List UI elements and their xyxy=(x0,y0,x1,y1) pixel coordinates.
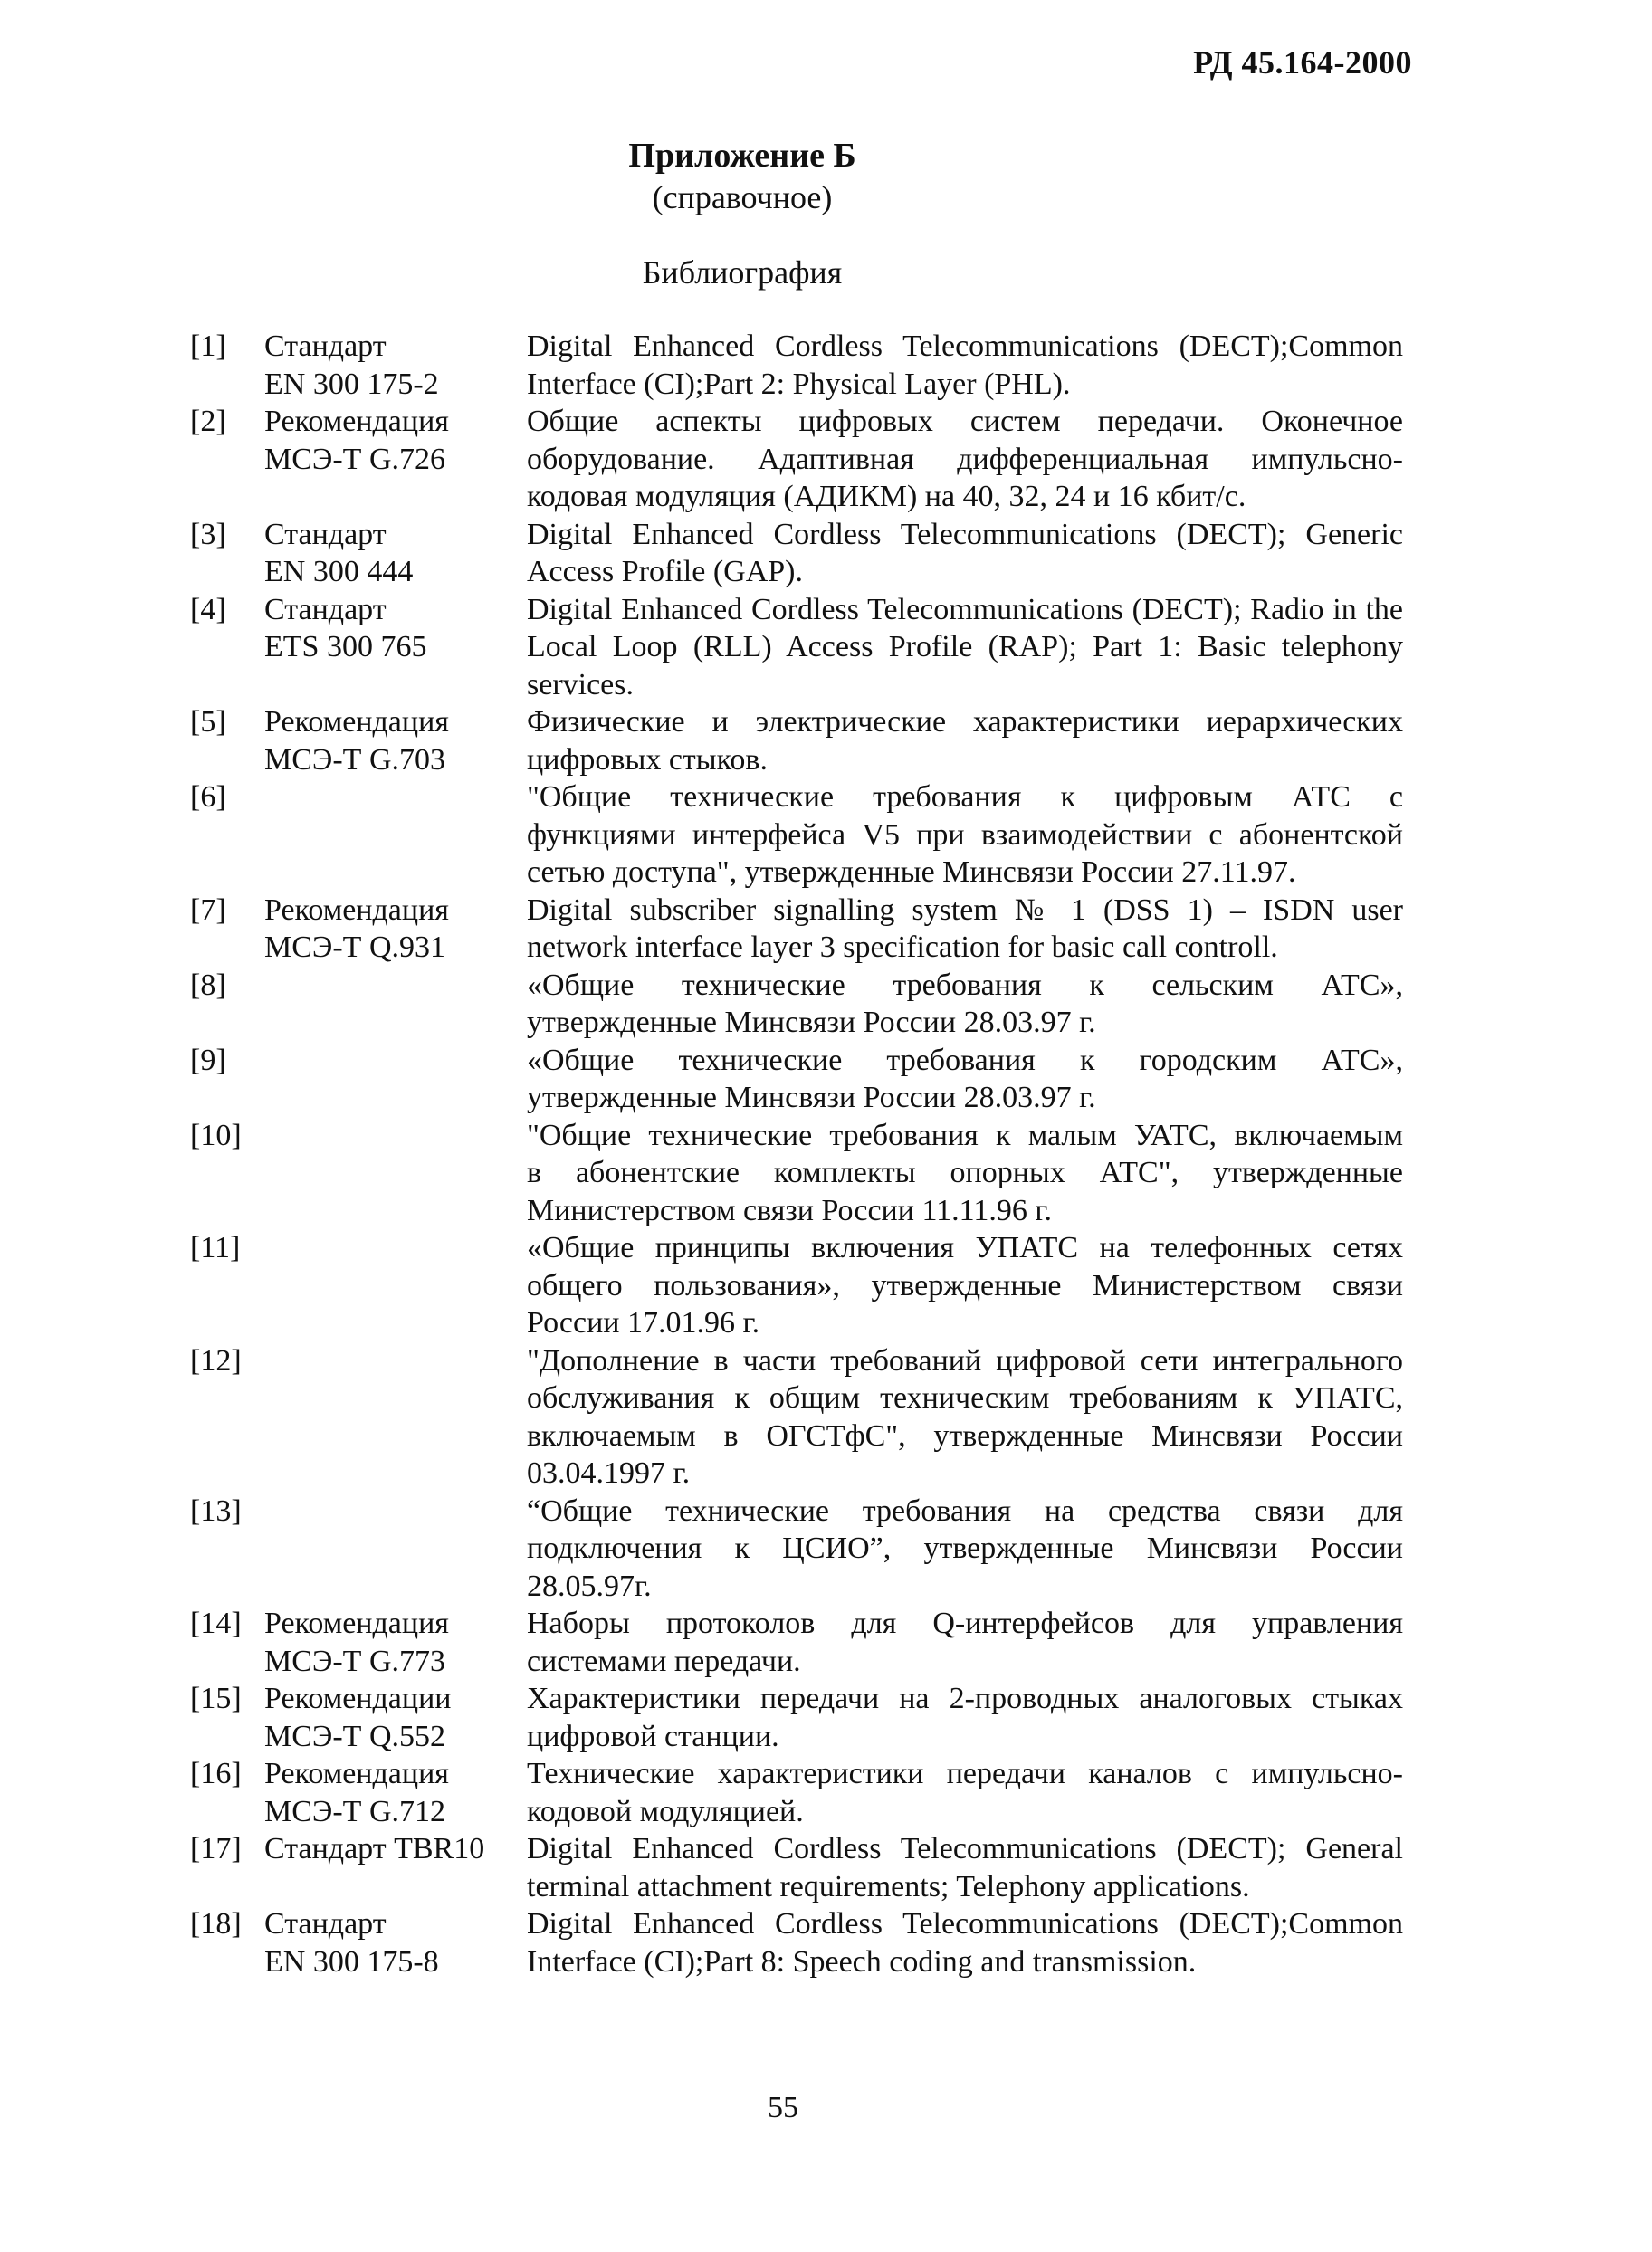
entry-description xyxy=(527,1605,1403,1680)
entry-description-line: функциями интерфейса V5 при взаимодействии с абонентской xyxy=(527,817,1403,852)
bibliography-entry xyxy=(190,1042,1403,1117)
bibliography-entry xyxy=(190,1755,1403,1830)
bibliography-entry xyxy=(190,1680,1403,1755)
entry-document xyxy=(264,1229,527,1342)
entry-number: [17] xyxy=(190,1832,242,1866)
entry-document xyxy=(264,1605,527,1680)
entry-description xyxy=(527,1042,1403,1117)
entry-document-line: EN 300 444 xyxy=(264,555,414,588)
entry-description-line: Характеристики передачи на 2-проводных аналоговых стыках xyxy=(527,1682,1403,1715)
entry-document-line: EN 300 175-8 xyxy=(264,1944,439,1979)
entry-number: [15] xyxy=(190,1682,242,1715)
entry-description-line: утвержденные Минсвязи России 28.03.97 г. xyxy=(527,1081,1096,1114)
entry-description-line: утвержденные Минсвязи России 28.03.97 г. xyxy=(527,1006,1096,1039)
entry-description-line: Физические и электрические характеристики иерархических xyxy=(527,705,1403,739)
entry-description-line: сетью доступа", утвержденные Минсвязи России 27.11.97. xyxy=(527,855,1296,889)
entry-description-line: "Общие технические требования к цифровым АТС с xyxy=(527,780,1403,814)
entry-document-line: МСЭ-Т Q.931 xyxy=(264,930,445,964)
entry-description xyxy=(527,1229,1403,1342)
entry-document xyxy=(264,1042,527,1117)
entry-number: [18] xyxy=(190,1907,242,1941)
entry-description-line: подключения к ЦСИО”, утвержденные Минсвязи России xyxy=(527,1532,1403,1565)
entry-document-line: МСЭ-Т G.773 xyxy=(264,1644,445,1678)
entry-document-line: Стандарт xyxy=(264,592,387,626)
entry-description-line: network interface layer 3 specification for basic call controll. xyxy=(527,930,1278,964)
entry-number: [14] xyxy=(190,1607,242,1640)
entry-number: [2] xyxy=(190,405,226,438)
entry-description-line: Digital Enhanced Cordless Telecommunications (DECT);Common xyxy=(527,1907,1403,1941)
entry-description-line: общего пользования», утвержденные Министерством связи xyxy=(527,1268,1403,1303)
entry-description-line: «Общие технические требования к городским АТС», xyxy=(527,1043,1403,1077)
entry-description-line: services. xyxy=(527,667,635,701)
bibliography-entry xyxy=(190,703,1403,778)
entry-description xyxy=(527,403,1403,516)
bibliography-entry xyxy=(190,328,1403,403)
entry-document xyxy=(264,1493,527,1606)
entry-description xyxy=(527,967,1403,1042)
entry-description-line: Digital Enhanced Cordless Telecommunications (DECT);Common xyxy=(527,329,1403,363)
bibliography-entry xyxy=(190,967,1403,1042)
entry-number: [7] xyxy=(190,892,226,927)
bibliography-entry xyxy=(190,1342,1403,1493)
entry-description xyxy=(527,892,1403,967)
entry-description xyxy=(527,1905,1403,1980)
entry-description xyxy=(527,778,1403,892)
entry-description xyxy=(527,703,1403,778)
entry-number: [8] xyxy=(190,968,226,1002)
entry-document-line: МСЭ-Т G.703 xyxy=(264,742,445,777)
bibliography-title: Библиография xyxy=(642,254,843,291)
entry-document-line: Рекомендация xyxy=(264,1607,449,1640)
entry-description-line: цифровых стыков. xyxy=(527,742,768,777)
entry-number: [12] xyxy=(190,1343,242,1378)
entry-description-line: Технические характеристики передачи каналов с импульсно- xyxy=(527,1757,1403,1790)
entry-description-line: "Общие технические требования к малым УАТС, включаемым xyxy=(527,1118,1403,1152)
entry-document-line: МСЭ-Т G.726 xyxy=(264,442,445,476)
entry-description-line: "Дополнение в части требований цифровой сети интегрального xyxy=(527,1343,1403,1378)
entry-description-line: в абонентские комплекты опорных АТС", утвержденные xyxy=(527,1156,1403,1189)
entry-document xyxy=(264,328,527,403)
entry-number: [10] xyxy=(190,1118,242,1152)
entry-document-line: ETS 300 765 xyxy=(264,630,427,663)
entry-document xyxy=(264,403,527,516)
entry-document xyxy=(264,1905,527,1980)
entry-description-line: Digital Enhanced Cordless Telecommunications (DECT); General xyxy=(527,1832,1403,1866)
bibliography-entry xyxy=(190,516,1403,591)
entry-document-line: Рекомендация xyxy=(264,405,449,438)
bibliography-entry xyxy=(190,1605,1403,1680)
entry-description-line: Access Profile (GAP). xyxy=(527,555,803,588)
page-number: 55 xyxy=(768,2091,798,2124)
entry-document xyxy=(264,1680,527,1755)
bibliography-entry xyxy=(190,1830,1403,1905)
bibliography-entry xyxy=(190,591,1403,704)
entry-document xyxy=(264,1117,527,1230)
entry-description-line: Digital subscriber signalling system № 1 (DSS 1) – ISDN user xyxy=(527,892,1403,927)
entry-document-line: Рекомендация xyxy=(264,705,449,739)
bibliography-entry xyxy=(190,778,1403,892)
entry-document xyxy=(264,892,527,967)
entry-description xyxy=(527,1680,1403,1755)
entry-number: [3] xyxy=(190,517,226,551)
entry-document-line: Стандарт xyxy=(264,1907,387,1941)
entry-description xyxy=(527,516,1403,591)
entry-number: [5] xyxy=(190,705,226,739)
entry-document xyxy=(264,703,527,778)
entry-number: [4] xyxy=(190,592,226,626)
bibliography-list xyxy=(190,328,1403,1980)
entry-description-line: “Общие технические требования на средства связи для xyxy=(527,1493,1403,1528)
entry-description-line: Digital Enhanced Cordless Telecommunications (DECT); Generic xyxy=(527,517,1403,551)
entry-description-line: включаемым в ОГСТфС", утвержденные Минсвязи России xyxy=(527,1418,1403,1453)
entry-description-line: цифровой станции. xyxy=(527,1719,779,1753)
entry-description-line: России 17.01.96 г. xyxy=(527,1306,760,1340)
entry-description-line: Министерством связи России 11.11.96 г. xyxy=(527,1193,1053,1227)
bibliography-entry xyxy=(190,892,1403,967)
entry-document xyxy=(264,591,527,704)
entry-description-line: Общие аспекты цифровых систем передачи. Оконечное xyxy=(527,405,1403,438)
entry-description-line: 28.05.97г. xyxy=(527,1569,652,1603)
bibliography-entry xyxy=(190,1117,1403,1230)
entry-document xyxy=(264,516,527,591)
entry-description-line: оборудование. Адаптивная дифференциальная импульсно- xyxy=(527,442,1403,476)
entry-description xyxy=(527,1117,1403,1230)
entry-description xyxy=(527,328,1403,403)
bibliography-entry xyxy=(190,1493,1403,1606)
entry-description-line: системами передачи. xyxy=(527,1644,801,1678)
entry-description-line: 03.04.1997 г. xyxy=(527,1456,691,1490)
entry-number: [9] xyxy=(190,1043,226,1077)
appendix-subtitle: (справочное) xyxy=(652,179,833,215)
entry-number: [6] xyxy=(190,780,226,814)
bibliography-entry xyxy=(190,403,1403,516)
bibliography-entry xyxy=(190,1229,1403,1342)
entry-description xyxy=(527,1493,1403,1606)
entry-number: [11] xyxy=(190,1231,241,1264)
entry-number: [1] xyxy=(190,329,226,363)
entry-description-line: кодовая модуляция (АДИКМ) на 40, 32, 24 и 16 кбит/с. xyxy=(527,480,1246,513)
entry-description xyxy=(527,1830,1403,1905)
entry-document-line: Стандарт xyxy=(264,517,387,551)
bibliography-entry xyxy=(190,1905,1403,1980)
entry-document-line: Стандарт TBR10 xyxy=(264,1832,485,1866)
entry-document-line: Рекомендации xyxy=(264,1682,452,1715)
entry-description-line: «Общие принципы включения УПАТС на телефонных сетях xyxy=(527,1231,1403,1264)
entry-document-line: МСЭ-Т G.712 xyxy=(264,1794,445,1828)
entry-number: [16] xyxy=(190,1757,242,1790)
entry-document-line: EN 300 175-2 xyxy=(264,367,439,401)
entry-description-line: Local Loop (RLL) Access Profile (RAP); Part 1: Basic telephony xyxy=(527,630,1403,663)
entry-description xyxy=(527,1755,1403,1830)
entry-description-line: Digital Enhanced Cordless Telecommunications (DECT); Radio in the xyxy=(527,592,1403,626)
entry-description xyxy=(527,1342,1403,1493)
entry-document xyxy=(264,1755,527,1830)
entry-description-line: кодовой модуляцией. xyxy=(527,1794,804,1828)
entry-document-line: Стандарт xyxy=(264,329,387,363)
entry-document xyxy=(264,778,527,892)
entry-number: [13] xyxy=(190,1493,242,1528)
entry-description xyxy=(527,591,1403,704)
entry-description-line: Interface (CI);Part 2: Physical Layer (PHL). xyxy=(527,367,1071,401)
entry-description-line: terminal attachment requirements; Telephony applications. xyxy=(527,1869,1250,1904)
entry-description-line: «Общие технические требования к сельским АТС», xyxy=(527,968,1403,1002)
entry-description-line: Наборы протоколов для Q-интерфейсов для управления xyxy=(527,1607,1403,1640)
entry-description-line: Interface (CI);Part 8: Speech coding and transmission. xyxy=(527,1944,1197,1979)
document-code: РД 45.164-2000 xyxy=(1193,44,1412,81)
entry-document-line: Рекомендация xyxy=(264,1757,449,1790)
entry-document xyxy=(264,1830,527,1905)
appendix-title: Приложение Б xyxy=(628,137,856,175)
entry-description-line: обслуживания к общим техническим требованиям к УПАТС, xyxy=(527,1381,1403,1415)
entry-document xyxy=(264,967,527,1042)
entry-document xyxy=(264,1342,527,1493)
entry-document-line: Рекомендация xyxy=(264,892,449,927)
entry-document-line: МСЭ-Т Q.552 xyxy=(264,1719,445,1753)
